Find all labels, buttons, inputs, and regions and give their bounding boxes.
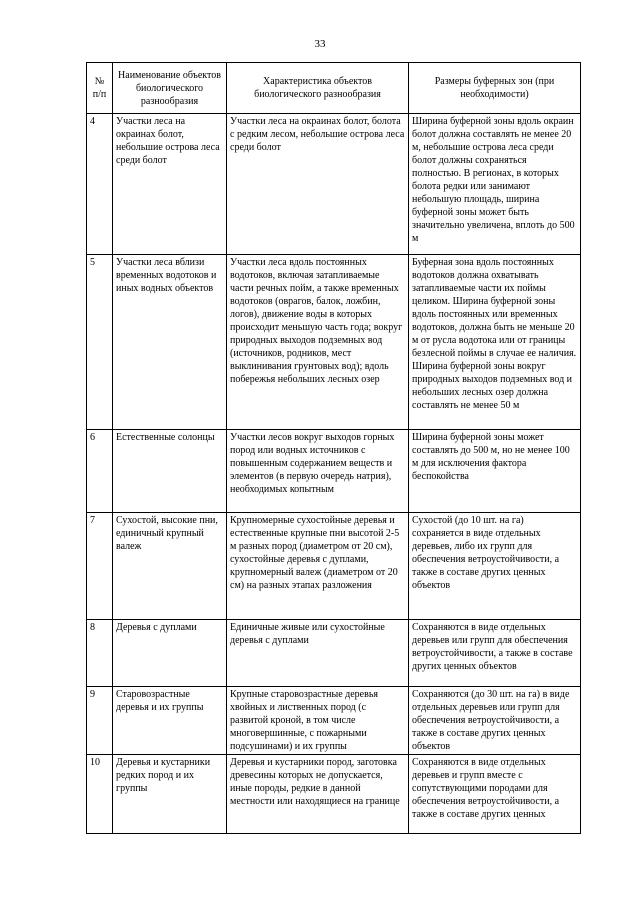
table-row: [87, 430, 581, 513]
table-row: [87, 513, 581, 620]
row-characteristic: Участки леса на окраинах болот, болота с редким лесом, небольшие острова леса среди болот: [227, 114, 409, 255]
row-num: 10: [87, 755, 113, 834]
row-characteristic: Крупномерные сухостойные деревья и естественные крупные пни высотой 2-5 м разных пород (диаметром от 20 см), сухостойные деревья с дуплами, крупномерный валеж (диаметром от 20 см) на разных этапах разложения: [227, 513, 409, 620]
row-num: 8: [87, 620, 113, 687]
biodiversity-table: [86, 62, 581, 834]
row-name: Деревья и кустарники редких пород и их группы: [113, 755, 227, 834]
row-buffer: Сохраняются (до 30 шт. на га) в виде отдельных деревьев или групп для обеспечения ветроустойчивости, а также в составе других ценных объектов: [409, 687, 581, 755]
row-name: Деревья с дуплами: [113, 620, 227, 687]
row-buffer: Сухостой (до 10 шт. на га) сохраняется в виде отдельных деревьев, либо их групп для обеспечения ветроустойчивости, а также в составе других ценных объектов: [409, 513, 581, 620]
header-buffer: Размеры буферных зон (при необходимости): [409, 63, 581, 114]
row-name: Естественные солонцы: [113, 430, 227, 513]
row-name: Сухостой, высокие пни, единичный крупный валеж: [113, 513, 227, 620]
row-num: 9: [87, 687, 113, 755]
page-number: 33: [314, 38, 326, 50]
header-name: Наименование объектов биологического разнообразия: [113, 63, 227, 114]
header-num: № п/п: [87, 63, 113, 114]
table-row: [87, 114, 581, 255]
row-num: 6: [87, 430, 113, 513]
row-characteristic: Участки леса вдоль постоянных водотоков, включая затапливаемые части речных пойм, а также временных водотоков (оврагов, балок, ложбин, логов), движение воды в которых происходит меньшую часть года; вокруг природных выходов подземных вод (источников, родников, мест выклинивания грунтовых вод); вдоль побережья небольших лесных озер: [227, 255, 409, 430]
row-characteristic: Единичные живые или сухостойные деревья с дуплами: [227, 620, 409, 687]
row-characteristic: Участки лесов вокруг выходов горных пород или водных источников с повышенным содержанием веществ и элементов (в первую очередь натрия), необходимых копытным: [227, 430, 409, 513]
row-buffer: Ширина буферной зоны вдоль окраин болот должна составлять не менее 20 м, небольшие острова леса среди болот должны сохраняться полностью. В регионах, в которых болота редки или занимают небольшую площадь, ширина буферной зоны может быть значительно увеличена, вплоть до 500 м: [409, 114, 581, 255]
row-name: Старовозрастные деревья и их группы: [113, 687, 227, 755]
row-characteristic: Крупные старовозрастные деревья хвойных и лиственных пород (с развитой кроной, в том числе многовершинные, с пожарными подсушинами) и их группы: [227, 687, 409, 755]
table-row: [87, 687, 581, 755]
table-header-row: [87, 63, 581, 114]
row-name: Участки леса вблизи временных водотоков и иных водных объектов: [113, 255, 227, 430]
row-num: 4: [87, 114, 113, 255]
table-row: [87, 255, 581, 430]
row-buffer: Буферная зона вдоль постоянных водотоков должна охватывать затапливаемые части их поймы целиком. Ширина буферной зоны вдоль постоянных или временных водотоков, должна быть не меньше 20 м от русла водотока или от границы безлесной поймы в случае ее наличия. Ширина буферной зоны вокруг природных выходов подземных вод и небольших лесных озер должна составлять не менее 50 м: [409, 255, 581, 430]
row-num: 5: [87, 255, 113, 430]
row-num: 7: [87, 513, 113, 620]
row-name: Участки леса на окраинах болот, небольшие острова леса среди болот: [113, 114, 227, 255]
row-buffer: Ширина буферной зоны может составлять до 500 м, но не менее 100 м для исключения фактора беспокойства: [409, 430, 581, 513]
row-characteristic: Деревья и кустарники пород, заготовка древесины которых не допускается, иные породы, редкие в данной местности или находящиеся на границе: [227, 755, 409, 834]
row-buffer: Сохраняются в виде отдельных деревьев или групп для обеспечения ветроустойчивости, а также в составе других ценных объектов: [409, 620, 581, 687]
row-buffer: Сохраняются в виде отдельных деревьев и групп вместе с сопутствующими породами для обеспечения ветроустойчивости, а также в составе других ценных: [409, 755, 581, 834]
table-row: [87, 620, 581, 687]
header-characteristic: Характеристика объектов биологического разнообразия: [227, 63, 409, 114]
table-row: [87, 755, 581, 834]
